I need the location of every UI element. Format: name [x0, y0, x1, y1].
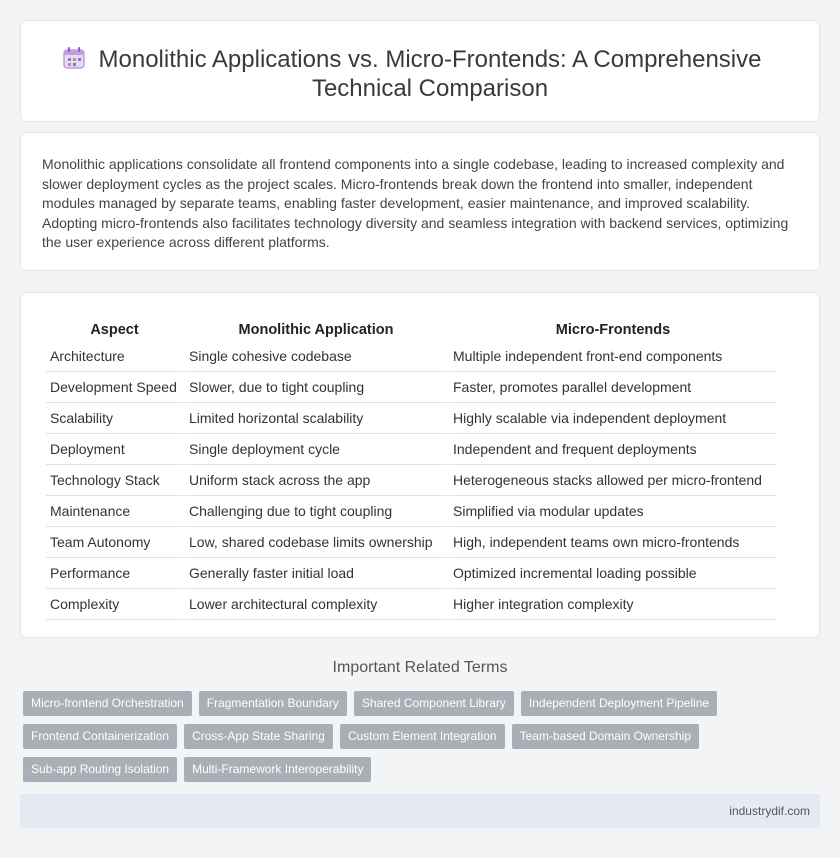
table-row	[46, 496, 777, 527]
tag-row	[23, 724, 783, 749]
comparison-table	[44, 315, 779, 620]
cell-aspect: Complexity	[46, 589, 183, 620]
cell-monolithic: Single deployment cycle	[185, 434, 447, 465]
table-row	[46, 465, 777, 496]
related-terms-list	[23, 691, 783, 790]
related-term-tag[interactable]: Multi-Framework Interoperability	[184, 757, 371, 782]
cell-monolithic: Low, shared codebase limits ownership	[185, 527, 447, 558]
table-header-row	[46, 315, 777, 341]
cell-aspect: Performance	[46, 558, 183, 589]
related-terms-heading: Important Related Terms	[332, 659, 508, 676]
cell-micro-frontends: Heterogeneous stacks allowed per micro-frontend	[449, 465, 777, 496]
cell-aspect: Technology Stack	[46, 465, 183, 496]
related-term-tag[interactable]: Independent Deployment Pipeline	[521, 691, 717, 716]
cell-monolithic: Uniform stack across the app	[185, 465, 447, 496]
comparison-card	[20, 292, 820, 638]
footer-site-label: industrydif.com	[729, 804, 810, 818]
cell-aspect: Maintenance	[46, 496, 183, 527]
cell-micro-frontends: Optimized incremental loading possible	[449, 558, 777, 589]
cell-micro-frontends: Faster, promotes parallel development	[449, 372, 777, 403]
table-row	[46, 589, 777, 620]
table-row	[46, 434, 777, 465]
cell-monolithic: Limited horizontal scalability	[185, 403, 447, 434]
related-term-tag[interactable]: Team-based Domain Ownership	[512, 724, 699, 749]
related-term-tag[interactable]: Micro-frontend Orchestration	[23, 691, 192, 716]
cell-micro-frontends: High, independent teams own micro-frontends	[449, 527, 777, 558]
related-term-tag[interactable]: Frontend Containerization	[23, 724, 177, 749]
tag-row	[23, 757, 783, 782]
cell-micro-frontends: Multiple independent front-end components	[449, 341, 777, 372]
cell-monolithic: Single cohesive codebase	[185, 341, 447, 372]
cell-aspect: Architecture	[46, 341, 183, 372]
table-row	[46, 372, 777, 403]
related-term-tag[interactable]: Custom Element Integration	[340, 724, 505, 749]
related-term-tag[interactable]: Fragmentation Boundary	[199, 691, 347, 716]
page-title: Monolithic Applications vs. Micro-Frontends: A Comprehensive Technical Comparison	[98, 46, 762, 102]
cell-micro-frontends: Simplified via modular updates	[449, 496, 777, 527]
column-header-aspect: Aspect	[90, 321, 139, 338]
cell-aspect: Development Speed	[46, 372, 183, 403]
related-term-tag[interactable]: Shared Component Library	[354, 691, 514, 716]
related-term-tag[interactable]: Sub-app Routing Isolation	[23, 757, 177, 782]
tag-row	[23, 691, 783, 716]
cell-monolithic: Challenging due to tight coupling	[185, 496, 447, 527]
cell-aspect: Team Autonomy	[46, 527, 183, 558]
cell-micro-frontends: Higher integration complexity	[449, 589, 777, 620]
cell-micro-frontends: Independent and frequent deployments	[449, 434, 777, 465]
intro-paragraph: Monolithic applications consolidate all frontend components into a single codebase, leading to increased complexity and slower deployment cycles as the project scales. Micro-frontends break down the frontend into smaller, independent modules managed by separate teams, enabling faster development, easier maintenance, and improved scalability. Adopting micro-frontends also facilitates technology diversity and seamless integration with backend services, optimizing the user experience across different platforms.	[42, 156, 789, 251]
cell-aspect: Scalability	[46, 403, 183, 434]
footer	[20, 794, 820, 828]
table-row	[46, 341, 777, 372]
column-header-micro-frontends: Micro-Frontends	[555, 321, 671, 338]
cell-monolithic: Generally faster initial load	[185, 558, 447, 589]
intro-card	[20, 132, 820, 271]
table-row	[46, 558, 777, 589]
cell-aspect: Deployment	[46, 434, 183, 465]
cell-micro-frontends: Highly scalable via independent deployment	[449, 403, 777, 434]
related-term-tag[interactable]: Cross-App State Sharing	[184, 724, 333, 749]
table-row	[46, 527, 777, 558]
title-card	[20, 20, 820, 122]
table-row	[46, 403, 777, 434]
cell-monolithic: Slower, due to tight coupling	[185, 372, 447, 403]
cell-monolithic: Lower architectural complexity	[185, 589, 447, 620]
title-wrap	[61, 45, 799, 103]
column-header-monolithic: Monolithic Application	[238, 321, 394, 338]
